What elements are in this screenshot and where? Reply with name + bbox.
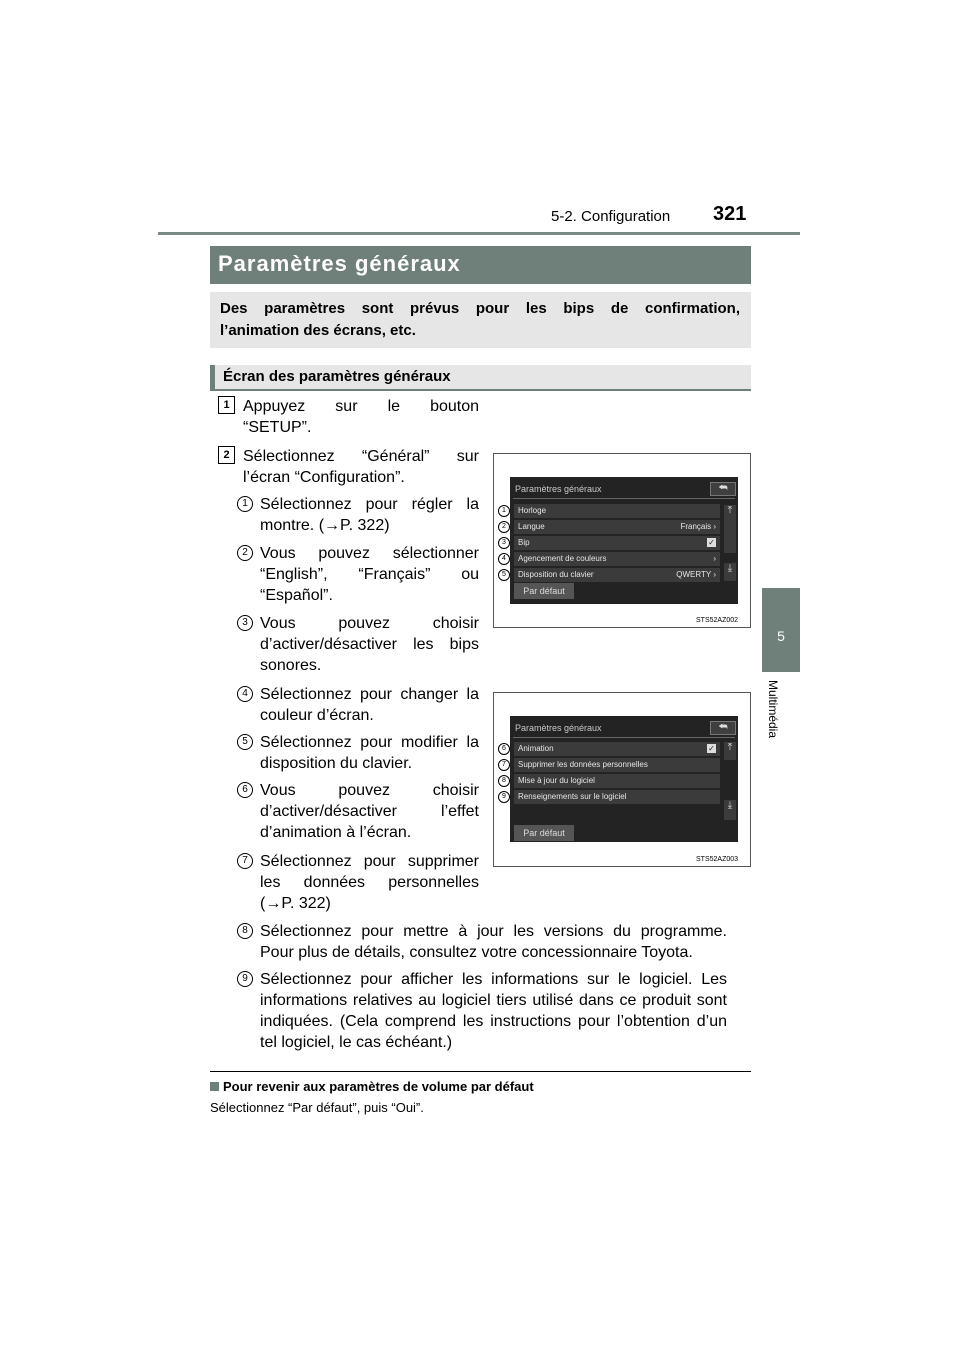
settings-row-9[interactable]	[514, 790, 720, 804]
scroll-down-icon[interactable]: ⤓	[724, 800, 736, 820]
settings-row-label: Bip	[518, 538, 530, 547]
intro-line-2: l’animation des écrans, etc.	[220, 322, 416, 339]
square-bullet-icon	[210, 1082, 219, 1091]
callout-2: 2	[498, 521, 510, 533]
item-5-line-1: Sélectionnez pour modifier la	[260, 734, 479, 751]
item-9-line-2: informations relatives au logiciel tiers utilisé dans ce produit sont	[260, 992, 727, 1009]
step-number-2: 2	[218, 446, 235, 464]
step-1-line-1: Appuyez sur le bouton	[243, 398, 479, 415]
note-heading	[210, 1079, 534, 1094]
item-9-text	[260, 969, 727, 1053]
settings-row-5[interactable]	[514, 568, 720, 582]
settings-row-value: QWERTY ›	[676, 570, 716, 579]
settings-row-8[interactable]	[514, 774, 720, 788]
chapter-label	[766, 680, 796, 760]
checkbox-icon[interactable]: ✓	[708, 744, 715, 753]
scroll-down-icon[interactable]: ⤓	[724, 563, 736, 581]
settings-row-label: Supprimer les données personnelles	[518, 760, 648, 769]
item-number-5: 5	[237, 734, 253, 750]
item-2-text	[260, 543, 479, 606]
item-number-6: 6	[237, 782, 253, 798]
scroll-up-icon[interactable]: ⤒	[724, 505, 736, 553]
screen-2-divider	[513, 737, 735, 738]
item-3-line-3: sonores.	[260, 657, 322, 674]
item-7-line-1: Sélectionnez pour supprimer	[260, 853, 479, 870]
note-text: Sélectionnez “Par défaut”, puis “Oui”.	[210, 1100, 424, 1115]
item-4-line-1: Sélectionnez pour changer la	[260, 686, 479, 703]
item-number-7: 7	[237, 853, 253, 869]
subsection-accent	[210, 365, 215, 391]
settings-row-1[interactable]	[514, 504, 720, 518]
item-8-text	[260, 921, 727, 963]
screenshot-1	[493, 453, 751, 628]
step-2-text	[243, 446, 479, 488]
item-number-8: 8	[237, 923, 253, 939]
item-6-line-1: Vous pouvez choisir	[260, 782, 479, 799]
back-icon[interactable]: ⮪	[710, 721, 736, 735]
step-number-1: 1	[218, 396, 235, 414]
item-8-line-1: Sélectionnez pour mettre à jour les versions du programme.	[260, 923, 727, 940]
default-button-2[interactable]: Par défaut	[514, 825, 574, 841]
settings-row-7[interactable]	[514, 758, 720, 772]
intro-text	[220, 298, 740, 342]
callout-4: 4	[498, 553, 510, 565]
item-6-text	[260, 780, 479, 843]
step-2-line-1: Sélectionnez “Général” sur	[243, 448, 479, 465]
page-number: 321	[713, 203, 747, 225]
item-3-text	[260, 613, 479, 676]
settings-row-label: Disposition du clavier	[518, 570, 594, 579]
item-number-2: 2	[237, 545, 253, 561]
item-1-text	[260, 494, 479, 536]
back-icon[interactable]: ⮪	[710, 482, 736, 496]
settings-row-label: Renseignements sur le logiciel	[518, 792, 627, 801]
item-1-line-1: Sélectionnez pour régler la	[260, 496, 479, 513]
screen-1-divider	[513, 498, 735, 499]
callout-1: 1	[498, 505, 510, 517]
page-title: Paramètres généraux	[218, 251, 461, 276]
item-8-line-2: Pour plus de détails, consultez votre concessionnaire Toyota.	[260, 944, 693, 961]
settings-row-3[interactable]	[514, 536, 720, 550]
checkbox-icon[interactable]: ✓	[708, 538, 715, 547]
settings-row-6[interactable]	[514, 742, 720, 756]
settings-row-label: Agencement de couleurs	[518, 554, 607, 563]
settings-row-value: Français ›	[680, 522, 716, 531]
item-6-line-3: d’animation à l’écran.	[260, 824, 412, 841]
subsection-title: Écran des paramètres généraux	[223, 368, 451, 385]
item-4-line-2: couleur d’écran.	[260, 707, 374, 724]
settings-row-2[interactable]	[514, 520, 720, 534]
item-number-4: 4	[237, 686, 253, 702]
item-number-3: 3	[237, 615, 253, 631]
figure-code-2: STS52AZ003	[696, 856, 739, 863]
settings-row-label: Mise à jour du logiciel	[518, 776, 595, 785]
figure-code-1: STS52AZ002	[696, 617, 739, 624]
item-6-line-2: d’activer/désactiver l’effet	[260, 803, 479, 820]
callout-6: 6	[498, 743, 510, 755]
callout-3: 3	[498, 537, 510, 549]
item-5-text	[260, 732, 479, 774]
chapter-label-text: Multimédia	[766, 680, 780, 739]
intro-line-1: Des paramètres sont prévus pour les bips de confirmation,	[220, 300, 740, 317]
item-7-text	[260, 851, 479, 914]
settings-row-value: ›	[713, 554, 716, 563]
item-7-line-3: (→P. 322)	[260, 895, 331, 912]
item-2-line-3: “Español”.	[260, 587, 333, 604]
item-3-line-2: d’activer/désactiver les bips	[260, 636, 479, 653]
step-2-line-2: l’écran “Configuration”.	[243, 469, 405, 486]
default-button-1[interactable]: Par défaut	[514, 583, 574, 599]
item-2-line-1: Vous pouvez sélectionner	[260, 545, 479, 562]
item-7-line-2: les données personnelles	[260, 874, 479, 891]
item-9-line-4: tel logiciel, le cas échéant.)	[260, 1034, 453, 1051]
settings-row-label: Langue	[518, 522, 545, 531]
item-9-line-3: indiquées. (Cela comprend les instructions pour l’obtention d’un	[260, 1013, 727, 1030]
callout-8: 8	[498, 775, 510, 787]
item-4-text	[260, 684, 479, 726]
settings-row-label: Animation	[518, 744, 554, 753]
screen-1	[502, 477, 738, 604]
callout-7: 7	[498, 759, 510, 771]
header-rule	[158, 232, 800, 235]
step-1-text	[243, 396, 479, 438]
callout-5: 5	[498, 569, 510, 581]
item-5-line-2: disposition du clavier.	[260, 755, 413, 772]
step-1-line-2: “SETUP”.	[243, 419, 312, 436]
scroll-up-icon[interactable]: ⤒	[724, 742, 736, 760]
callout-9: 9	[498, 791, 510, 803]
item-1-line-2: montre. (→P. 322)	[260, 517, 390, 534]
section-reference: 5-2. Configuration	[551, 208, 671, 225]
settings-row-4[interactable]	[514, 552, 720, 566]
item-number-1: 1	[237, 496, 253, 512]
note-heading-text: Pour revenir aux paramètres de volume par défaut	[223, 1079, 534, 1094]
screen-2	[502, 716, 738, 842]
screenshot-2	[493, 692, 751, 867]
settings-row-label: Horloge	[518, 506, 547, 515]
screen-1-title: Paramètres généraux	[515, 484, 602, 494]
item-9-line-1: Sélectionnez pour afficher les informations sur le logiciel. Les	[260, 971, 727, 988]
item-number-9: 9	[237, 971, 253, 987]
chapter-number: 5	[777, 628, 785, 644]
footer-rule	[210, 1071, 751, 1072]
item-3-line-1: Vous pouvez choisir	[260, 615, 479, 632]
item-2-line-2: “English”, “Français” ou	[260, 566, 479, 583]
screen-2-title: Paramètres généraux	[515, 723, 602, 733]
